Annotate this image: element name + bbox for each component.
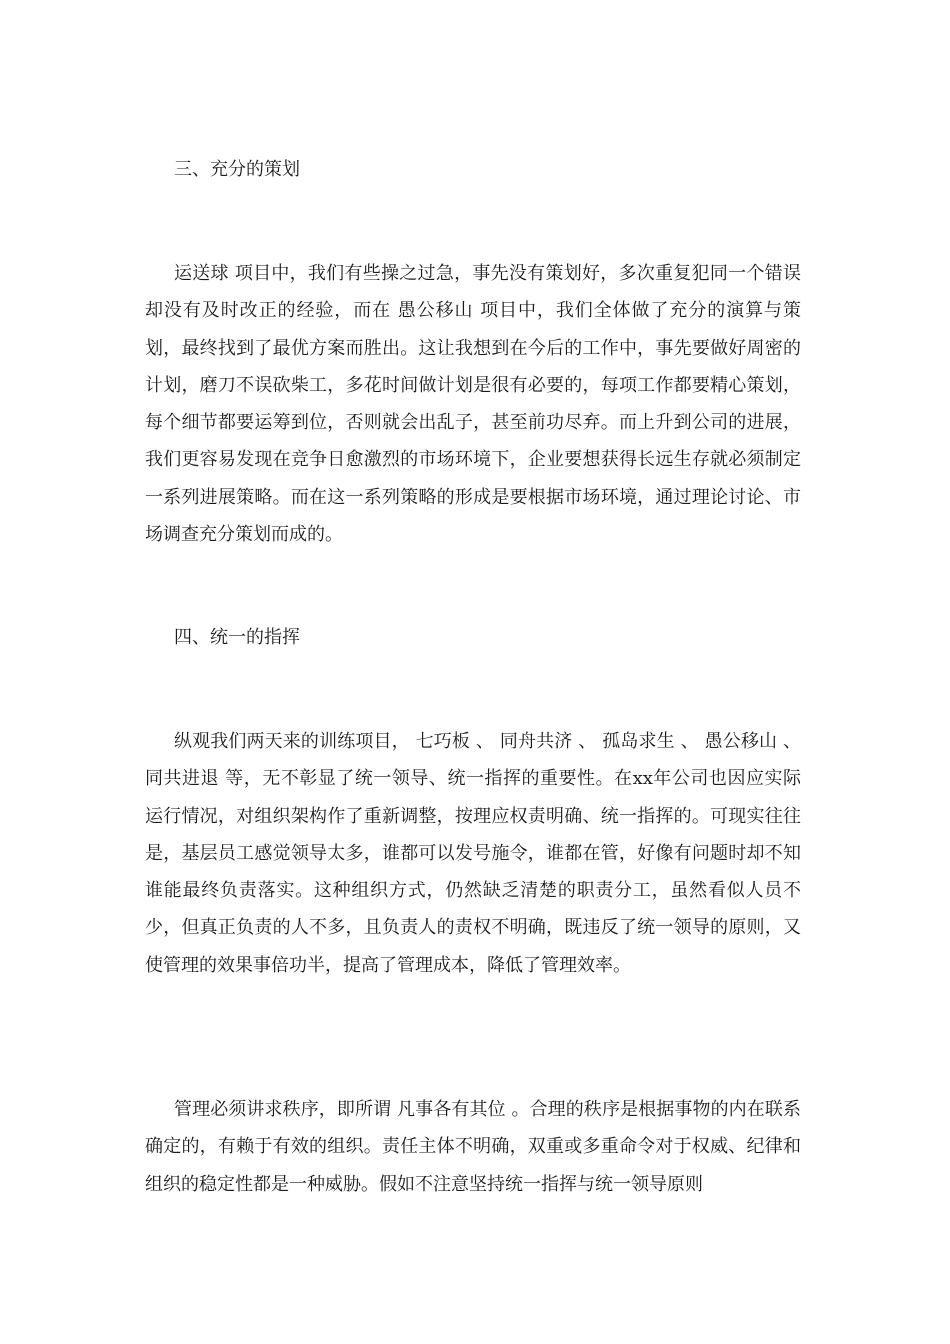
- paragraph-command-1: 纵观我们两天来的训练项目， 七巧板 、 同舟共济 、 孤岛求生 、 愚公移山 、 同共进退 等，无不彰显了统一领导、统一指挥的重要性。在xx年公司也因应实际运行情况，对组织架构作了重新调整，按理应权责明确、统一指挥的。可现实往往是，基层员工感觉领导太多，谁都可以发号施令，谁都在管，好像有问题时却不知谁能最终负责落实。这种组织方式，仍然缺乏清楚的职责分工，虽然看似人员不少，但真正负责的人不多，且负责人的责权不明确，既违反了统一领导的原则，又使管理的效果事倍功半，提高了管理成本，降低了管理效率。: [145, 731, 801, 976]
- section-heading-command: 四、统一的指挥: [174, 627, 300, 648]
- section-heading-planning: 三、充分的策划: [174, 159, 300, 180]
- paragraph-planning: 运送球 项目中，我们有些操之过急，事先没有策划好，多次重复犯同一个错误却没有及时改正的经验，而在 愚公移山 项目中，我们全体做了充分的演算与策划，最终找到了最优方案而胜出。这让我想到在今后的工作中，事先要做好周密的计划，磨刀不误砍柴工，多花时间做计划是很有必要的，每项工作都要精心策划，每个细节都要运筹到位，否则就会出乱子，甚至前功尽弃。而上升到公司的进展，我们更容易发现在竞争日愈激烈的市场环境下，企业要想获得长远生存就必须制定一系列进展策略。而在这一系列策略的形成是要根据市场环境，通过理论讨论、市场调查充分策划而成的。: [145, 263, 801, 546]
- paragraph-command-2: 管理必须讲求秩序，即所谓 凡事各有其位 。合理的秩序是根据事物的内在联系确定的，有赖于有效的组织。责任主体不明确，双重或多重命令对于权威、纪律和组织的稳定性都是一种威胁。假如不注意坚持统一指挥与统一领导原则: [145, 1099, 801, 1195]
